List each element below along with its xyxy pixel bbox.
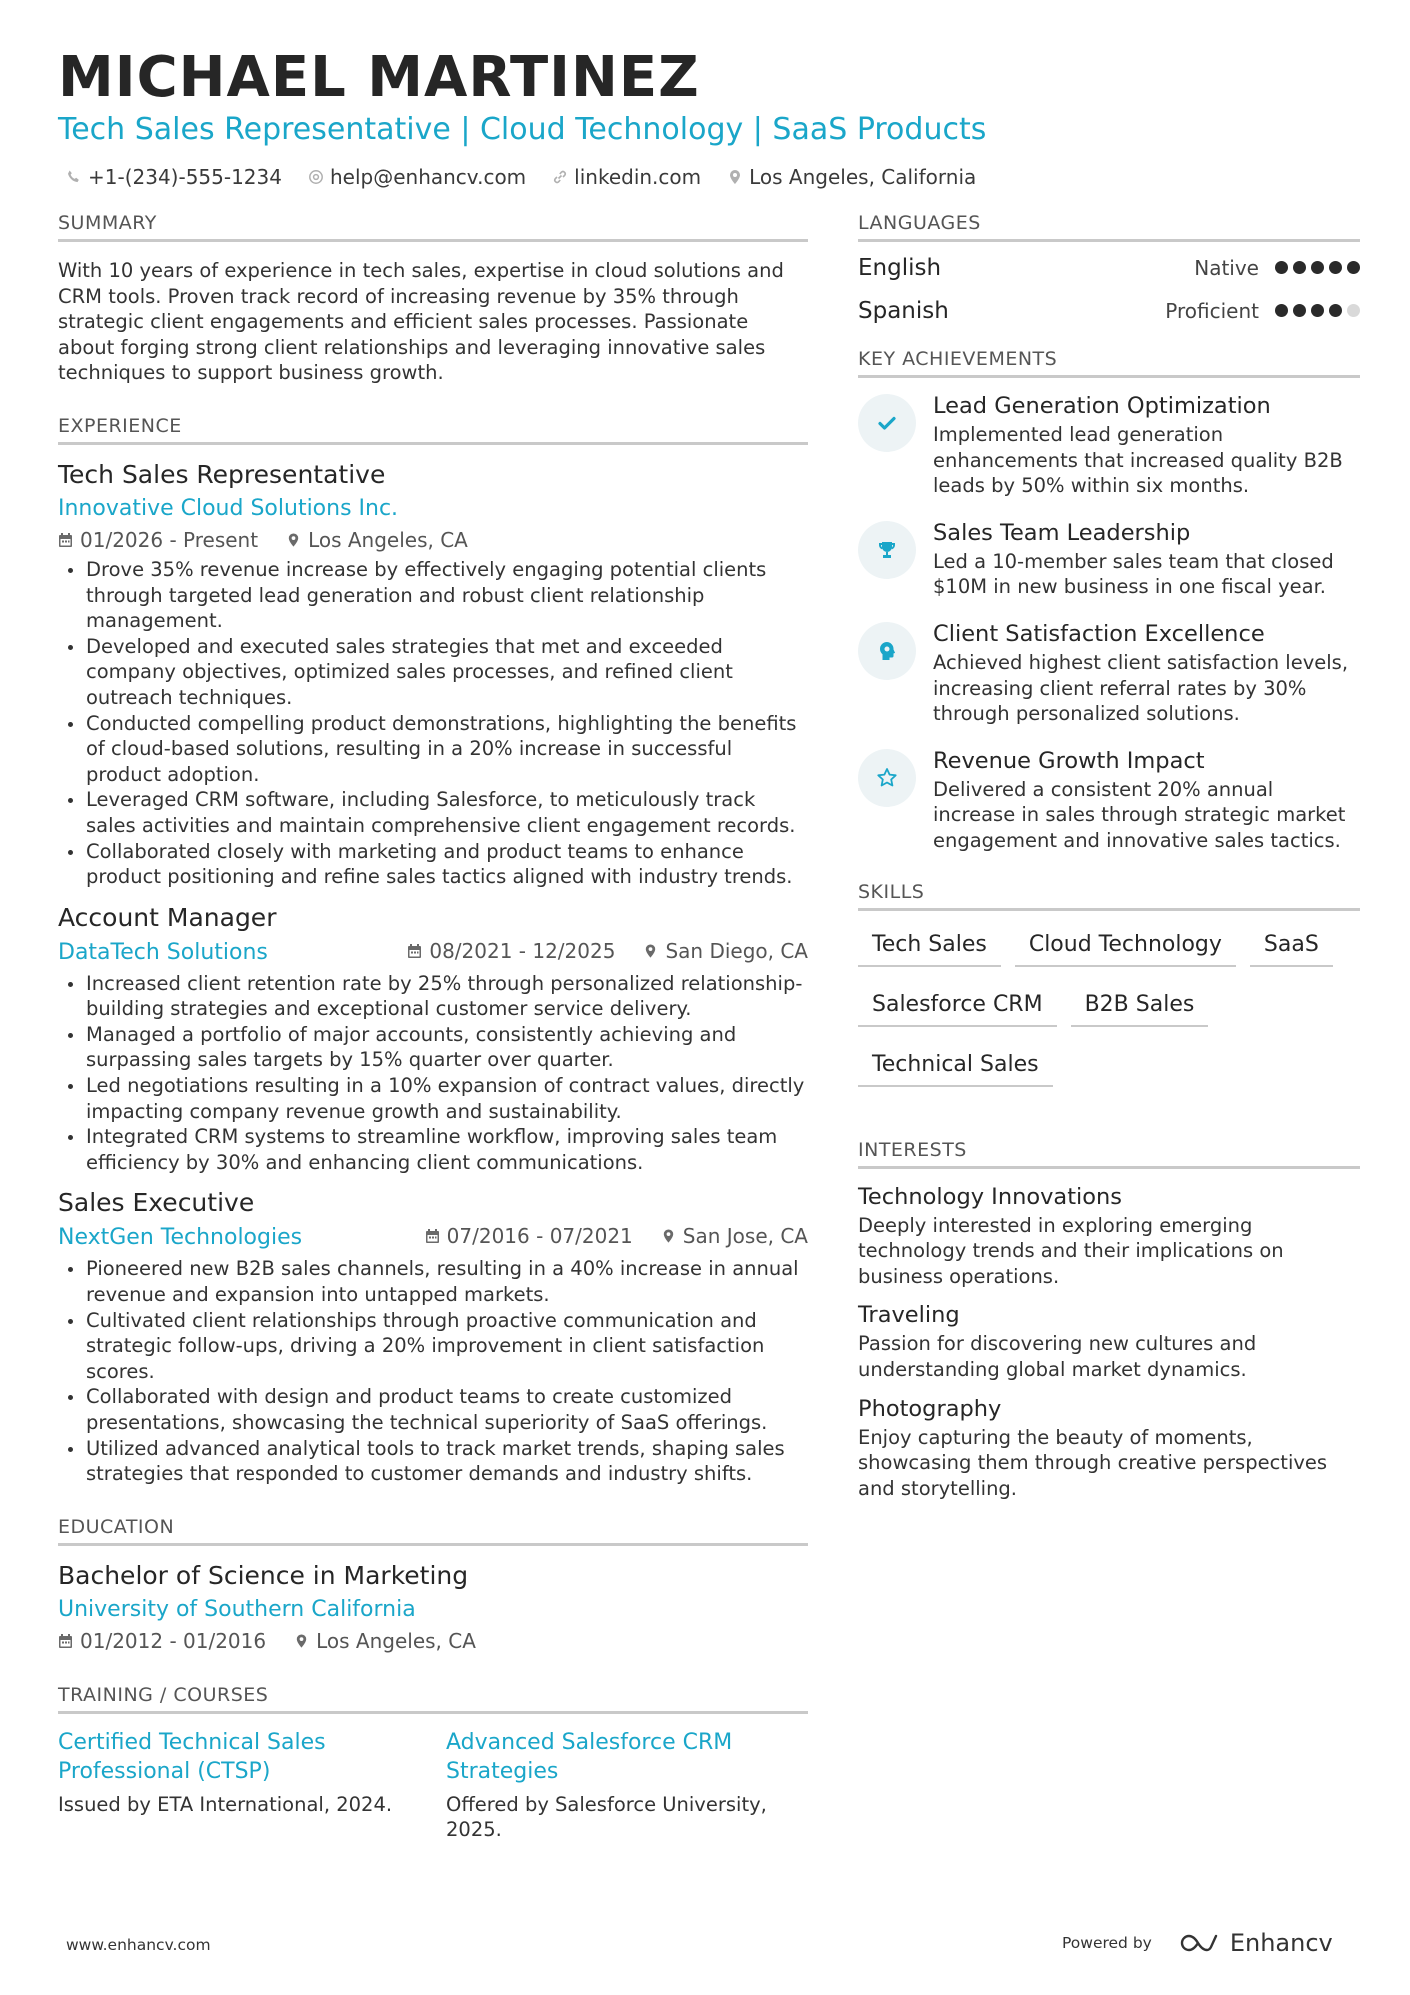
job-bullet: Collaborated with design and product teams to create customized presentations, showcasing the technical superiority of SaaS offerings.	[58, 1384, 808, 1435]
course-issuer: Offered by Salesforce University, 2025.	[446, 1792, 767, 1842]
course-entry	[58, 1728, 410, 1843]
language-name: English	[858, 254, 942, 281]
education-dates-text: 01/2012 - 01/2016	[80, 1628, 267, 1653]
job-entry	[58, 457, 808, 890]
language-level: Proficient	[1165, 298, 1259, 323]
language-proficiency	[1194, 256, 1360, 280]
interest-item	[858, 1393, 1360, 1502]
interest-item	[858, 1181, 1360, 1290]
achievement-icon-badge	[858, 749, 916, 807]
section-title-experience: EXPERIENCE	[58, 413, 808, 445]
job-bullets	[58, 1256, 808, 1486]
calendar-icon	[407, 943, 422, 959]
education-meta	[58, 1626, 808, 1656]
achievement-icon-badge	[858, 394, 916, 452]
job-location-text: San Diego, CA	[665, 938, 808, 963]
degree: Bachelor of Science in Marketing	[58, 1560, 469, 1590]
education-section	[58, 1514, 808, 1656]
language-item	[858, 246, 1360, 289]
job-bullet: Developed and executed sales strategies that met and exceeded company objectives, optimized sales processes, and refined client outreach techniques.	[58, 634, 808, 711]
rating-dot	[1293, 261, 1306, 274]
achievement-title: Client Satisfaction Excellence	[933, 620, 1265, 647]
job-bullet: Managed a portfolio of major accounts, consistently achieving and surpassing sales targets by 15% quarter over quarter.	[58, 1022, 808, 1073]
section-title-achievements: KEY ACHIEVEMENTS	[858, 346, 1360, 378]
job-company-row	[58, 936, 808, 969]
head-icon	[876, 640, 898, 662]
achievement-title: Lead Generation Optimization	[933, 393, 1271, 419]
course-title: Certified Technical Sales Professional (CTSP)	[58, 1729, 326, 1784]
achievement-body	[933, 745, 1360, 854]
contact-email[interactable]	[308, 162, 526, 192]
enhancv-logo-icon	[1178, 1931, 1222, 1955]
job-bullet: Integrated CRM systems to streamline workflow, improving sales team efficiency by 30% and enhancing client communications.	[58, 1124, 808, 1175]
section-title-languages: LANGUAGES	[858, 210, 1360, 242]
skill-tag: Salesforce CRM	[858, 985, 1057, 1027]
interests-section	[858, 1137, 1360, 1502]
skill-list	[858, 925, 1360, 1087]
phone-icon	[66, 169, 82, 185]
job-bullet: Utilized advanced analytical tools to track market trends, shaping sales strategies that responded to customer demands and industry shifts.	[58, 1436, 808, 1487]
job-title: Sales Executive	[58, 1188, 255, 1218]
rating-dots	[1275, 304, 1360, 317]
at-icon	[308, 169, 324, 185]
rating-dot	[1293, 304, 1306, 317]
job-dates	[425, 1221, 633, 1251]
section-title-education: EDUCATION	[58, 1514, 808, 1546]
job-title: Account Manager	[58, 902, 277, 932]
achievement-desc: Implemented lead generation enhancements that increased quality B2B leads by 50% within six months.	[933, 423, 1343, 498]
location-pin-icon	[286, 532, 301, 548]
location-pin-icon	[643, 943, 658, 959]
powered-by-label: Powered by	[1062, 1934, 1152, 1952]
job-bullet: Collaborated closely with marketing and product teams to enhance product positioning and refine sales tactics aligned with industry trends.	[58, 839, 808, 890]
job-company-row	[58, 1221, 808, 1254]
left-column	[58, 210, 808, 1843]
job-bullet: Pioneered new B2B sales channels, resulting in a 40% increase in annual revenue and expansion into untapped markets.	[58, 1256, 808, 1307]
section-title-training: TRAINING / COURSES	[58, 1682, 808, 1714]
job-dates-text: 08/2021 - 12/2025	[429, 938, 616, 963]
course-issuer: Issued by ETA International, 2024.	[58, 1792, 393, 1816]
education-location-text: Los Angeles, CA	[316, 1628, 476, 1653]
achievement-desc: Achieved highest client satisfaction levels, increasing client referral rates by 30% through personalized solutions.	[933, 650, 1349, 726]
achievement-item	[858, 390, 1360, 499]
language-name: Spanish	[858, 297, 949, 324]
achievement-title: Revenue Growth Impact	[933, 747, 1205, 774]
skill-tag: Tech Sales	[858, 925, 1001, 967]
languages-section	[858, 210, 1360, 332]
skill-tag: Technical Sales	[858, 1045, 1053, 1087]
job-bullet: Cultivated client relationships through proactive communication and strategic follow-ups, driving a 20% improvement in client satisfaction scores.	[58, 1308, 808, 1385]
job-meta	[407, 936, 808, 966]
link-icon	[552, 169, 568, 185]
rating-dots	[1275, 261, 1360, 274]
education-entry	[58, 1558, 808, 1656]
school: University of Southern California	[58, 1596, 416, 1622]
summary-section	[58, 210, 808, 386]
language-list	[858, 246, 1360, 332]
job-dates-text: 01/2026 - Present	[80, 527, 259, 552]
course-list	[58, 1728, 808, 1843]
achievements-section	[858, 346, 1360, 854]
location-pin-icon	[294, 1633, 309, 1649]
interest-title: Photography	[858, 1395, 1002, 1422]
achievement-body	[933, 390, 1360, 499]
job-location-text: San Jose, CA	[682, 1224, 808, 1249]
interest-desc: Passion for discovering new cultures and understanding global market dynamics.	[858, 1332, 1257, 1381]
achievement-desc: Led a 10-member sales team that closed $10M in new business in one fiscal year.	[933, 549, 1334, 599]
star-icon	[875, 766, 899, 790]
email-text: help@enhancv.com	[329, 165, 527, 189]
language-level: Native	[1194, 255, 1259, 280]
trophy-icon	[876, 539, 898, 561]
section-title-summary: SUMMARY	[58, 210, 808, 242]
language-proficiency	[1165, 299, 1360, 323]
training-section	[58, 1682, 808, 1843]
job-dates	[58, 525, 258, 555]
job-entry	[58, 1185, 808, 1486]
job-title: Tech Sales Representative	[58, 459, 386, 489]
job-company: DataTech Solutions	[58, 939, 268, 965]
section-title-skills: SKILLS	[858, 879, 1360, 911]
rating-dot	[1347, 304, 1360, 317]
job-bullet: Conducted compelling product demonstrations, highlighting the benefits of cloud-based solutions, resulting in a 20% increase in successful product adoption.	[58, 711, 808, 788]
interest-title: Technology Innovations	[858, 1183, 1123, 1210]
check-icon	[876, 412, 898, 434]
calendar-icon	[58, 532, 73, 548]
rating-dot	[1329, 261, 1342, 274]
skill-tag: SaaS	[1250, 925, 1333, 967]
job-location-text: Los Angeles, CA	[308, 527, 468, 552]
skills-section	[858, 879, 1360, 1087]
rating-dot	[1311, 261, 1324, 274]
rating-dot	[1329, 304, 1342, 317]
rating-dot	[1311, 304, 1324, 317]
language-item	[858, 289, 1360, 332]
job-location	[661, 1221, 808, 1251]
brand-logo[interactable]	[1178, 1929, 1333, 1957]
achievement-icon-badge	[858, 521, 916, 579]
achievement-desc: Delivered a consistent 20% annual increase in sales through strategic market engagement and innovative sales tactics.	[933, 777, 1346, 852]
location-pin-icon	[727, 169, 743, 185]
job-meta	[425, 1221, 808, 1251]
contact-bar	[66, 162, 976, 192]
achievement-body	[933, 517, 1360, 600]
education-dates	[58, 1626, 266, 1656]
rating-dot	[1347, 261, 1360, 274]
job-dates-text: 07/2016 - 07/2021	[446, 1224, 633, 1249]
interest-title: Traveling	[858, 1302, 960, 1329]
contact-linkedin[interactable]	[552, 162, 701, 192]
summary-text: With 10 years of experience in tech sales, expertise in cloud solutions and CRM tools. Proven track record of increasing revenue by 35% through strategic client engagements and efficient sales processes. Passionate about forging strong client relationships and leveraging innovative sales techniques to support business growth.	[58, 259, 784, 385]
headline: Tech Sales Representative | Cloud Technology | SaaS Products	[58, 112, 987, 147]
linkedin-text: linkedin.com	[574, 165, 702, 189]
achievement-item	[858, 517, 1360, 600]
interest-desc: Deeply interested in exploring emerging technology trends and their implications on business operations.	[858, 1213, 1284, 1288]
candidate-name: MICHAEL MARTINEZ	[58, 45, 700, 110]
job-company: Innovative Cloud Solutions Inc.	[58, 495, 399, 521]
job-company: NextGen Technologies	[58, 1225, 303, 1251]
section-title-interests: INTERESTS	[858, 1137, 1360, 1169]
calendar-icon	[58, 1633, 73, 1649]
course-title: Advanced Salesforce CRM Strategies	[446, 1729, 733, 1784]
contact-location	[727, 162, 976, 192]
skill-tag: B2B Sales	[1071, 985, 1209, 1027]
achievement-body	[933, 618, 1360, 727]
job-bullet: Led negotiations resulting in a 10% expansion of contract values, directly impacting company revenue growth and sustainability.	[58, 1073, 808, 1124]
contact-phone[interactable]	[66, 162, 282, 192]
achievement-item	[858, 618, 1360, 727]
footer-branding	[1062, 1929, 1333, 1957]
rating-dot	[1275, 261, 1288, 274]
achievement-icon-badge	[858, 622, 916, 680]
calendar-icon	[425, 1228, 440, 1244]
location-text: Los Angeles, California	[749, 165, 977, 189]
rating-dot	[1275, 304, 1288, 317]
job-bullet: Leveraged CRM software, including Salesforce, to meticulously track sales activities and maintain comprehensive client engagement records.	[58, 787, 808, 838]
location-pin-icon	[661, 1228, 676, 1244]
skill-tag: Cloud Technology	[1015, 925, 1236, 967]
experience-section	[58, 413, 808, 1487]
course-entry	[446, 1728, 806, 1843]
interest-desc: Enjoy capturing the beauty of moments, showcasing them through creative perspectives and storytelling.	[858, 1425, 1328, 1500]
job-location	[643, 936, 808, 966]
job-location	[286, 525, 468, 555]
job-bullets	[58, 557, 808, 890]
achievement-item	[858, 745, 1360, 854]
education-location	[294, 1626, 476, 1656]
brand-name: Enhancv	[1229, 1929, 1333, 1957]
footer-website[interactable]: www.enhancv.com	[66, 1936, 211, 1954]
right-column	[858, 210, 1360, 1501]
job-meta	[58, 525, 808, 555]
interest-item	[858, 1299, 1360, 1382]
job-bullets	[58, 971, 808, 1176]
job-dates	[407, 936, 615, 966]
job-bullet: Drove 35% revenue increase by effectively engaging potential clients through targeted lead generation and robust client relationship management.	[58, 557, 808, 634]
achievement-title: Sales Team Leadership	[933, 519, 1191, 546]
job-entry	[58, 900, 808, 1176]
phone-text: +1-(234)-555-1234	[88, 165, 282, 189]
job-bullet: Increased client retention rate by 25% through personalized relationship-building strategies and exceptional customer service delivery.	[58, 971, 808, 1022]
